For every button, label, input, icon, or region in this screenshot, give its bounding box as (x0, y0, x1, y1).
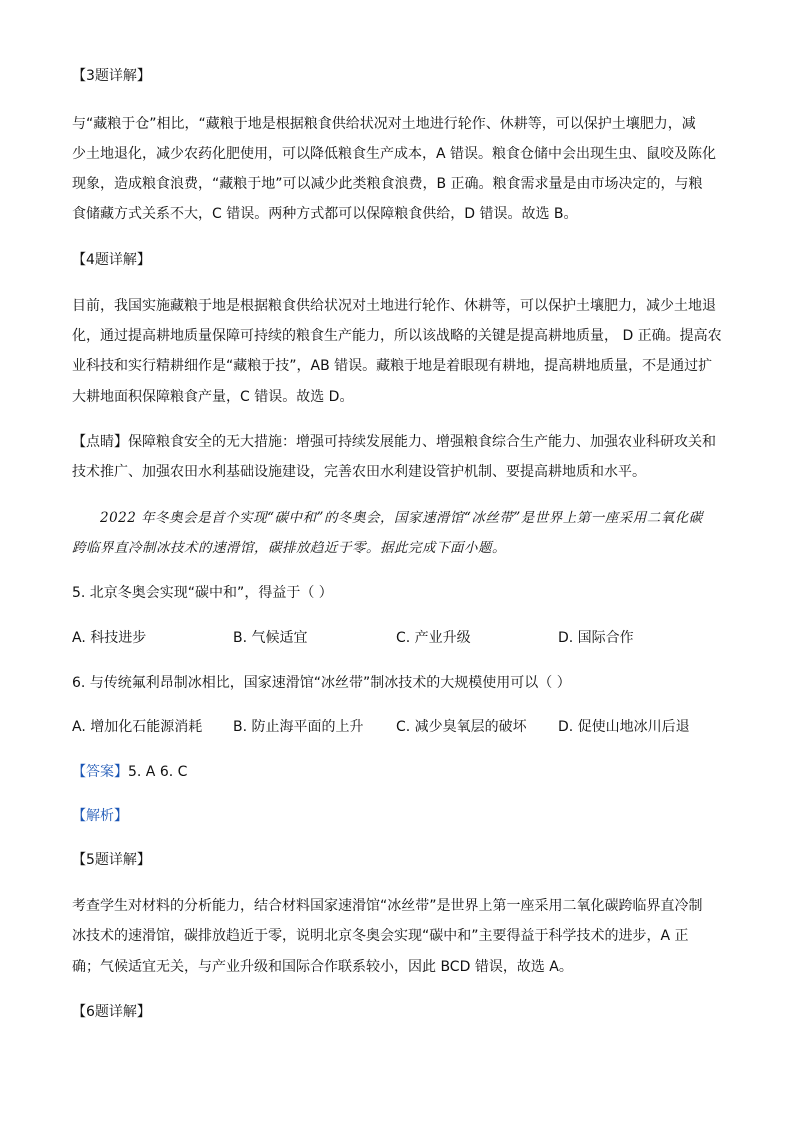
q3-line-2: 少土地退化，减少农药化肥使用，可以降低粮食生产成本，A 错误。粮食仓储中会出现生虫、鼠咬及陈化 (72, 146, 717, 162)
q4-line-2: 化，通过提高耕地质量保障可持续的粮食生产能力，所以该战略的关键是提高耕地质量， D 正确。提高农 (72, 328, 722, 344)
tip-line-1: 【点睛】保障粮食安全的无大措施：增强可持续发展能力、增强粮食综合生产能力、加强农业科研攻关和 (72, 434, 716, 450)
q4-heading: 【4题详解】 (72, 252, 151, 268)
material-line-2: 跨临界直冷制冰技术的速滑馆，碳排放趋近于零。据此完成下面小题。 (72, 540, 506, 556)
material-line-1: 2022 年冬奥会是首个实现“碳中和”的冬奥会，国家速滑馆“冰丝带”是世界上第一座采用二氧化碳 (100, 510, 703, 526)
q4-line-4: 大耕地面积保障粮食产量，C 错误。故选 D。 (72, 389, 354, 405)
q5-detail-heading: 【5题详解】 (72, 852, 151, 868)
q5-detail-line-3: 确；气候适宜无关，与产业升级和国际合作联系较小，因此 BCD 错误，故选 A。 (72, 959, 573, 975)
q6-option-a: A. 增加化石能源消耗 (72, 719, 203, 735)
tip-line-2: 技术推广、加强农田水利基础设施建设，完善农田水利建设管护机制、要提高耕地质和水平。 (72, 464, 646, 480)
answer-label: 【答案】 (72, 764, 128, 780)
q3-line-3: 现象，造成粮食浪费，“藏粮于地”可以减少此类粮食浪费，B 正确。粮食需求量是由市场决定的，与粮 (72, 176, 703, 192)
q6-stem: 6. 与传统氟利昂制冰相比，国家速滑馆“冰丝带”制冰技术的大规模使用可以（ ） (72, 675, 571, 691)
q5-option-b: B. 气候适宜 (233, 630, 308, 646)
q4-line-1: 目前，我国实施藏粮于地是根据粮食供给状况对土地进行轮作、休耕等，可以保护土壤肥力，减少土地退 (72, 298, 716, 314)
q5-option-d: D. 国际合作 (558, 630, 634, 646)
answer-text: 5. A 6. C (128, 764, 188, 780)
q3-heading: 【3题详解】 (72, 68, 151, 84)
q6-option-b: B. 防止海平面的上升 (233, 719, 364, 735)
q4-line-3: 业科技和实行精耕细作是“藏粮于技”，AB 错误。藏粮于地是着眼现有耕地，提高耕地质量，不是通过扩 (72, 358, 713, 374)
q5-stem: 5. 北京冬奥会实现“碳中和”，得益于（ ） (72, 585, 333, 601)
q6-option-c: C. 减少臭氧层的破坏 (396, 719, 527, 735)
q6-detail-heading: 【6题详解】 (72, 1004, 151, 1020)
answer-row (72, 762, 722, 782)
q3-line-1: 与“藏粮于仓”相比，“藏粮于地是根据粮食供给状况对土地进行轮作、休耕等，可以保护土壤肥力，减 (72, 116, 696, 132)
q5-option-c: C. 产业升级 (396, 630, 471, 646)
q5-option-a: A. 科技进步 (72, 630, 147, 646)
q5-detail-line-1: 考查学生对材料的分析能力，结合材料国家速滑馆“冰丝带”是世界上第一座采用二氧化碳跨临界直冷制 (72, 898, 703, 914)
q6-option-d: D. 促使山地冰川后退 (558, 719, 690, 735)
q3-line-4: 食储藏方式关系不大，C 错误。两种方式都可以保障粮食供给，D 错误。故选 B。 (72, 206, 578, 222)
q5-detail-line-2: 冰技术的速滑馆，碳排放趋近于零，说明北京冬奥会实现“碳中和”主要得益于科学技术的进步，A 正 (72, 928, 689, 944)
analysis-label: 【解析】 (72, 808, 128, 824)
